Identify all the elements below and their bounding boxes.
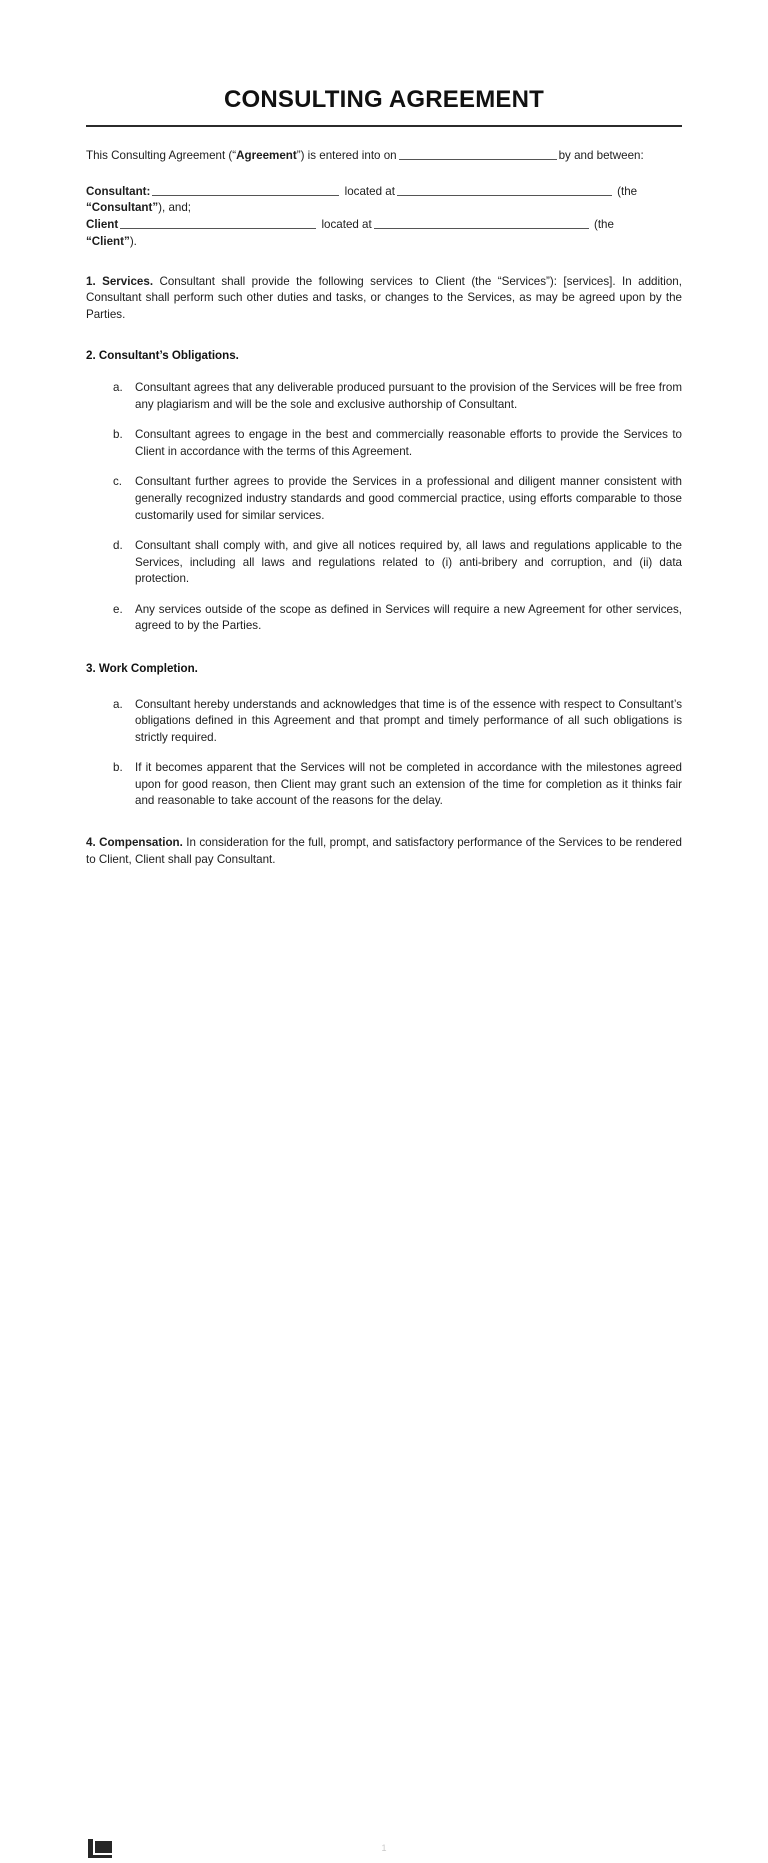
title-divider — [86, 125, 682, 127]
section-obligations-heading — [86, 348, 682, 365]
section-compensation-paragraph — [86, 835, 682, 868]
list-item — [86, 602, 682, 635]
page-footer — [0, 918, 768, 1853]
list-item — [86, 697, 682, 747]
parties-block — [86, 184, 682, 251]
client-address-blank[interactable] — [374, 217, 589, 229]
consultant-name-blank[interactable] — [152, 184, 339, 196]
intro-lead: This Consulting Agreement (“ — [86, 149, 237, 162]
document-body — [86, 0, 682, 868]
section-obligations-title: Consultant’s Obligations. — [98, 348, 239, 362]
page-title: CONSULTING AGREEMENT — [224, 86, 544, 113]
list-item — [86, 427, 682, 460]
list-item — [86, 760, 682, 810]
client-located-at: located at — [321, 218, 372, 232]
intro-defined-term: Agreement — [236, 149, 297, 162]
client-defined-line — [86, 234, 682, 251]
list-marker: e. — [113, 602, 123, 616]
section-compensation-heading: Compensation. — [99, 836, 183, 850]
list-item-text: Consultant agrees that any deliverable produced pursuant to the provision of the Services will be free from any plagiarism and will be the sole and exclusive authorship of Consultant. — [135, 381, 682, 411]
list-item-text: Consultant shall comply with, and give all notices required by, all laws and regulations applicable to the Services, including all laws and regulations related to (i) anti-bribery and corruption, and (ii) data protection. — [135, 539, 682, 586]
section-consultant-obligations — [86, 348, 682, 636]
consultant-address-blank[interactable] — [397, 184, 612, 196]
intro-after-term: ”) is entered into on — [296, 149, 397, 162]
section-services-body: Consultant shall provide the following services to Client (the “Services”): [services]. In addition, Consultant shall perform such other duties and tasks, or changes to the Services, as may be agreed upon by the Parties. — [86, 274, 682, 321]
consultant-row — [86, 184, 682, 201]
consultant-located-at: located at — [344, 184, 395, 198]
list-item-text: Consultant agrees to engage in the best and commercially reasonable efforts to provide the Services to Client in accordance with the terms of this Agreement. — [135, 428, 682, 458]
list-item-text: Any services outside of the scope as defined in Services will require a new Agreement for other services, agreed to by the Parties. — [135, 602, 682, 633]
client-name-blank[interactable] — [120, 217, 316, 229]
list-item-text: Consultant further agrees to provide the Services in a professional and diligent manner consistent with generally recognized industry standards and good commercial practice, using efforts comparable to those customarily used for similar services. — [135, 475, 682, 522]
section-services — [86, 274, 682, 324]
consultant-defined-line — [86, 200, 682, 217]
list-item — [86, 538, 682, 588]
list-item — [86, 380, 682, 413]
client-paren: (the — [593, 218, 614, 232]
list-marker: a. — [113, 381, 123, 395]
list-marker: b. — [113, 761, 123, 775]
client-closing: ). — [129, 234, 137, 248]
list-marker: b. — [113, 428, 123, 442]
section-work-completion — [86, 661, 682, 810]
intro-paragraph — [86, 148, 682, 165]
section-compensation — [86, 835, 682, 868]
section-compensation-body: In consideration for the full, prompt, and satisfactory performance of the Services to be rendered to Client, Client shall pay Consultant. — [86, 836, 682, 866]
section-work-heading — [86, 661, 682, 678]
consultant-quoted-term: “Consultant” — [86, 201, 159, 215]
section-services-number: 1. — [86, 274, 96, 288]
date-blank-field[interactable] — [399, 148, 557, 160]
list-marker: c. — [113, 475, 123, 489]
list-marker: d. — [113, 539, 123, 553]
obligations-list — [86, 380, 682, 635]
client-quoted-term: “Client” — [86, 234, 130, 248]
consultant-closing: ), and; — [158, 201, 192, 215]
consultant-paren: (the — [617, 184, 638, 198]
work-completion-list — [86, 697, 682, 810]
list-marker: a. — [113, 697, 123, 711]
section-work-number: 3. — [86, 662, 96, 676]
section-services-heading: Services. — [102, 274, 154, 288]
page-number: 1 — [381, 1843, 387, 1853]
section-services-paragraph — [86, 274, 682, 324]
consultant-label: Consultant: — [86, 184, 151, 198]
section-obligations-number: 2. — [86, 348, 96, 362]
list-item-text: If it becomes apparent that the Services will not be completed in accordance with the milestones agreed upon for good reason, then Client may grant such an extension of the time for completion as it thinks fair and reasonable to take account of the reasons for the delay. — [135, 761, 682, 808]
section-compensation-number: 4. — [86, 836, 96, 850]
client-label: Client — [86, 218, 119, 232]
list-item-text: Consultant hereby understands and acknowledges that time is of the essence with respect to Consultant’s obligations defined in this Agreement and that prompt and timely performance of all such obligations is strictly required. — [135, 697, 682, 744]
list-item — [86, 474, 682, 524]
client-row — [86, 217, 682, 234]
intro-tail: by and between: — [558, 149, 644, 162]
section-work-title: Work Completion. — [98, 662, 198, 676]
